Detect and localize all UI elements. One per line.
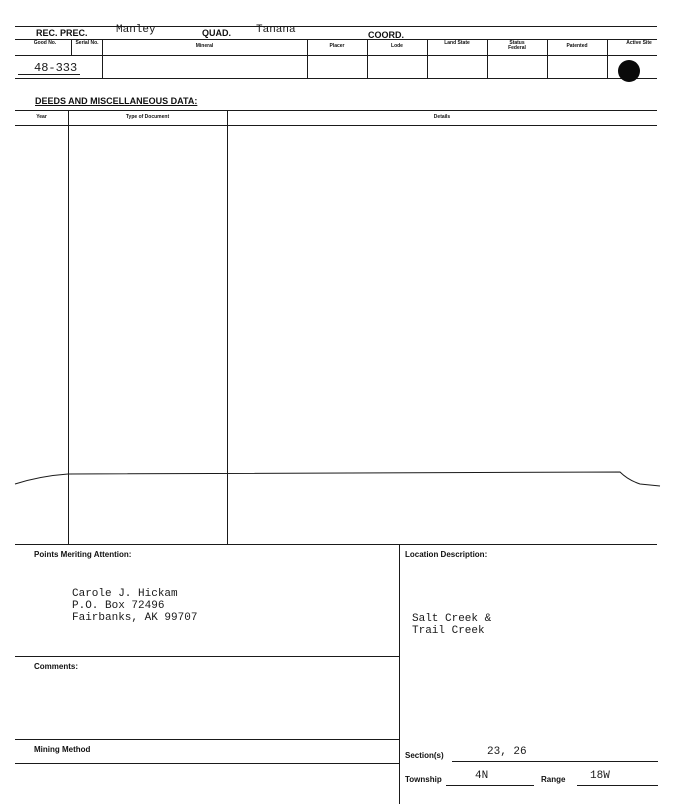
sections-value: 23, 26 bbox=[487, 746, 527, 758]
col-header-status-federal: Status Federal bbox=[508, 40, 526, 51]
township-label: Township bbox=[405, 775, 442, 784]
sections-underline bbox=[452, 761, 658, 762]
mining-top-rule bbox=[15, 739, 399, 740]
mining-bottom-rule bbox=[15, 763, 399, 764]
active-site-dot bbox=[618, 60, 640, 82]
points-address bbox=[72, 588, 197, 624]
col-divider bbox=[607, 39, 608, 78]
col-header-patented: Patented bbox=[566, 43, 588, 49]
col-header-land-state: Land State bbox=[444, 40, 470, 46]
col-header-placer: Placer bbox=[329, 43, 345, 49]
col-header-lode: Lode bbox=[391, 43, 403, 49]
col-header-serial-no: Serial No. bbox=[75, 40, 99, 46]
col-header-year: Year bbox=[36, 114, 47, 120]
rec-prec-value: Manley bbox=[116, 24, 156, 36]
comments-top-rule bbox=[15, 656, 399, 657]
page-join-line bbox=[0, 462, 678, 492]
deeds-table-top-rule bbox=[15, 110, 657, 111]
col-header-active-site: Active Site bbox=[626, 40, 652, 46]
range-label: Range bbox=[541, 775, 566, 784]
location-line: Trail Creek bbox=[412, 625, 485, 637]
col-header-mineral: Mineral bbox=[195, 43, 214, 49]
address-line: P.O. Box 72496 bbox=[72, 600, 165, 612]
col-divider bbox=[487, 39, 488, 78]
address-line: Carole J. Hickam bbox=[72, 588, 178, 600]
col-header-type: Type of Document bbox=[125, 114, 170, 120]
deeds-bottom-rule bbox=[15, 544, 657, 545]
col-header-details: Details bbox=[433, 114, 451, 120]
points-label: Points Meriting Attention: bbox=[34, 550, 132, 559]
claim-table-header-rule bbox=[15, 55, 657, 56]
top-rule bbox=[15, 26, 657, 27]
range-value: 18W bbox=[590, 770, 610, 782]
comments-label: Comments: bbox=[34, 662, 79, 671]
quad-label: QUAD. bbox=[202, 28, 231, 38]
township-value: 4N bbox=[475, 770, 489, 782]
sections-label: Section(s) bbox=[405, 751, 444, 760]
claim-table-bottom-rule bbox=[15, 78, 657, 79]
location-text bbox=[412, 613, 491, 637]
range-underline bbox=[577, 785, 658, 786]
good-no-value: 48-333 bbox=[34, 61, 78, 75]
address-line: Fairbanks, AK 99707 bbox=[72, 612, 198, 624]
claim-table-top-rule bbox=[15, 39, 657, 40]
location-label: Location Description: bbox=[405, 550, 488, 559]
deeds-title: DEEDS AND MISCELLANEOUS DATA: bbox=[35, 96, 198, 106]
mining-method-label: Mining Method bbox=[34, 745, 91, 754]
good-no-underline bbox=[18, 74, 80, 75]
col-divider bbox=[427, 39, 428, 78]
location-line: Salt Creek & bbox=[412, 613, 492, 625]
rec-prec-label: REC. PREC. bbox=[36, 28, 88, 38]
deeds-table-header-rule bbox=[15, 125, 657, 126]
quad-value: Tanana bbox=[256, 24, 296, 36]
lower-center-divider bbox=[399, 544, 400, 804]
col-header-good-no: Good No. bbox=[33, 40, 57, 46]
coord-label: COORD. bbox=[368, 30, 404, 40]
township-underline bbox=[446, 785, 534, 786]
col-divider bbox=[71, 39, 72, 55]
